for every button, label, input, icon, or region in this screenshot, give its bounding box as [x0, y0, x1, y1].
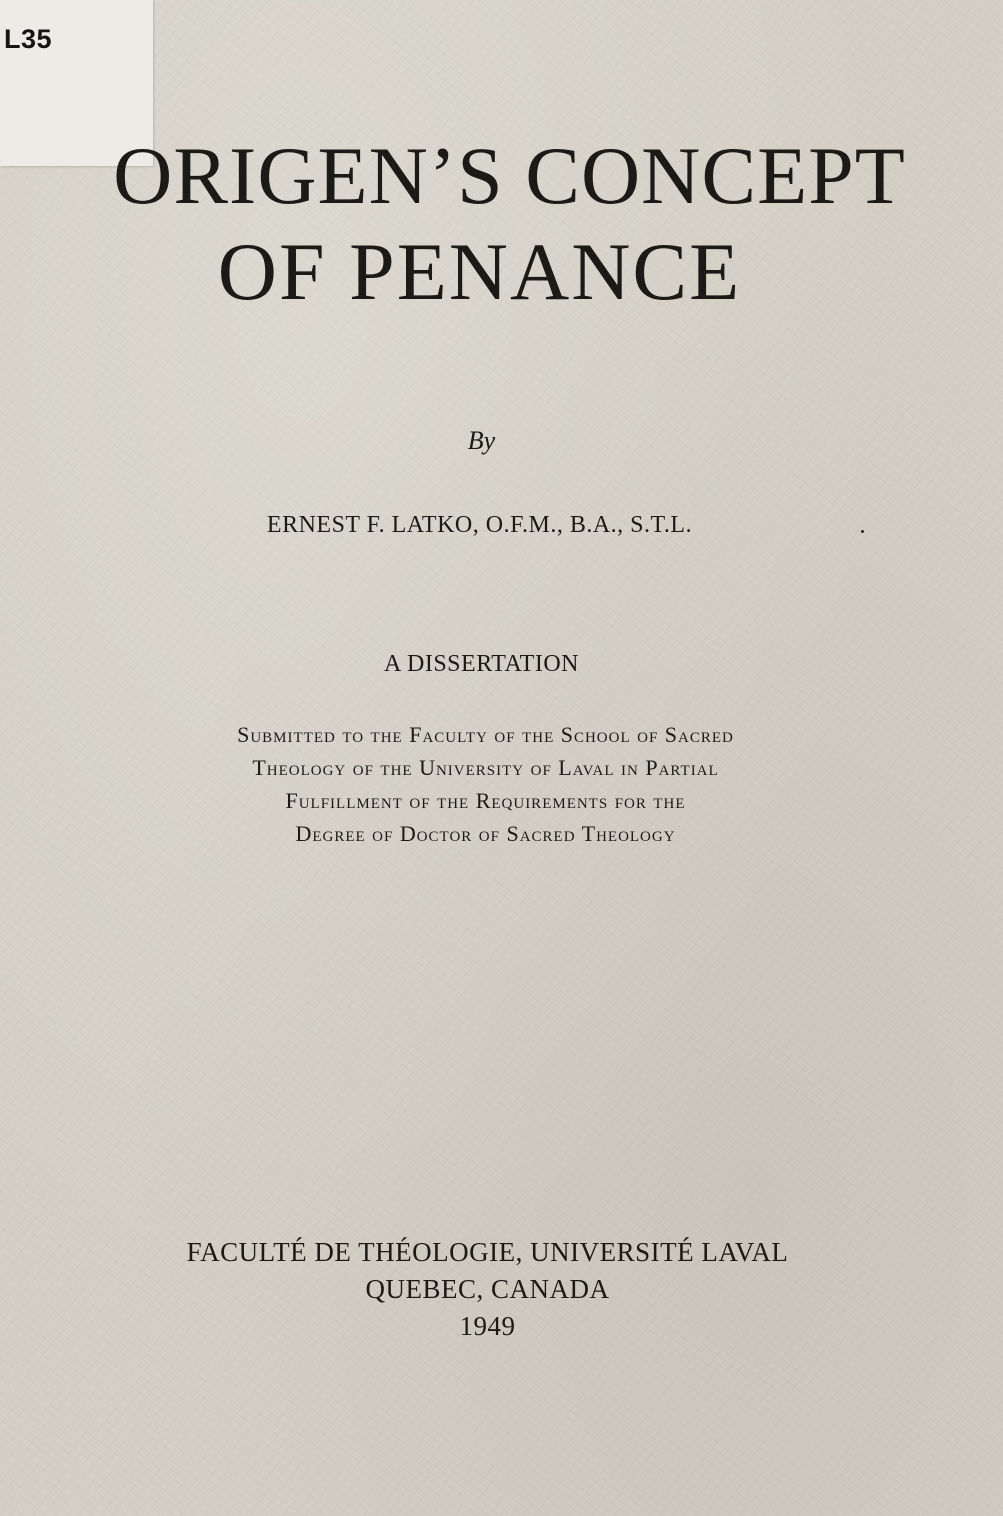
dissertation-line: Theology of the University of Laval in Partial: [252, 755, 719, 780]
publisher-location: QUEBEC, CANADA: [365, 1274, 610, 1304]
publication-year: 1949: [459, 1311, 516, 1341]
call-number: L35: [4, 24, 53, 54]
book-title-line-1: ORIGEN’S CONCEPT: [113, 130, 906, 221]
dissertation-statement: [0, 718, 987, 850]
dissertation-heading: A DISSERTATION: [384, 651, 579, 677]
dissertation-line: Fulfillment of the Requirements for the: [285, 788, 686, 813]
stray-mark: [861, 530, 864, 533]
dissertation-line: Submitted to the Faculty of the School of Sacred: [237, 722, 734, 747]
by-label: By: [467, 426, 496, 455]
publisher-name: FACULTÉ DE THÉOLOGIE, UNIVERSITÉ LAVAL: [186, 1237, 789, 1267]
book-title-line-2: OF PENANCE: [217, 226, 742, 317]
publisher-block: [0, 1234, 989, 1345]
author-name: ERNEST F. LATKO, O.F.M., B.A., S.T.L.: [266, 512, 693, 538]
dissertation-line: Degree of Doctor of Sacred Theology: [295, 821, 676, 846]
